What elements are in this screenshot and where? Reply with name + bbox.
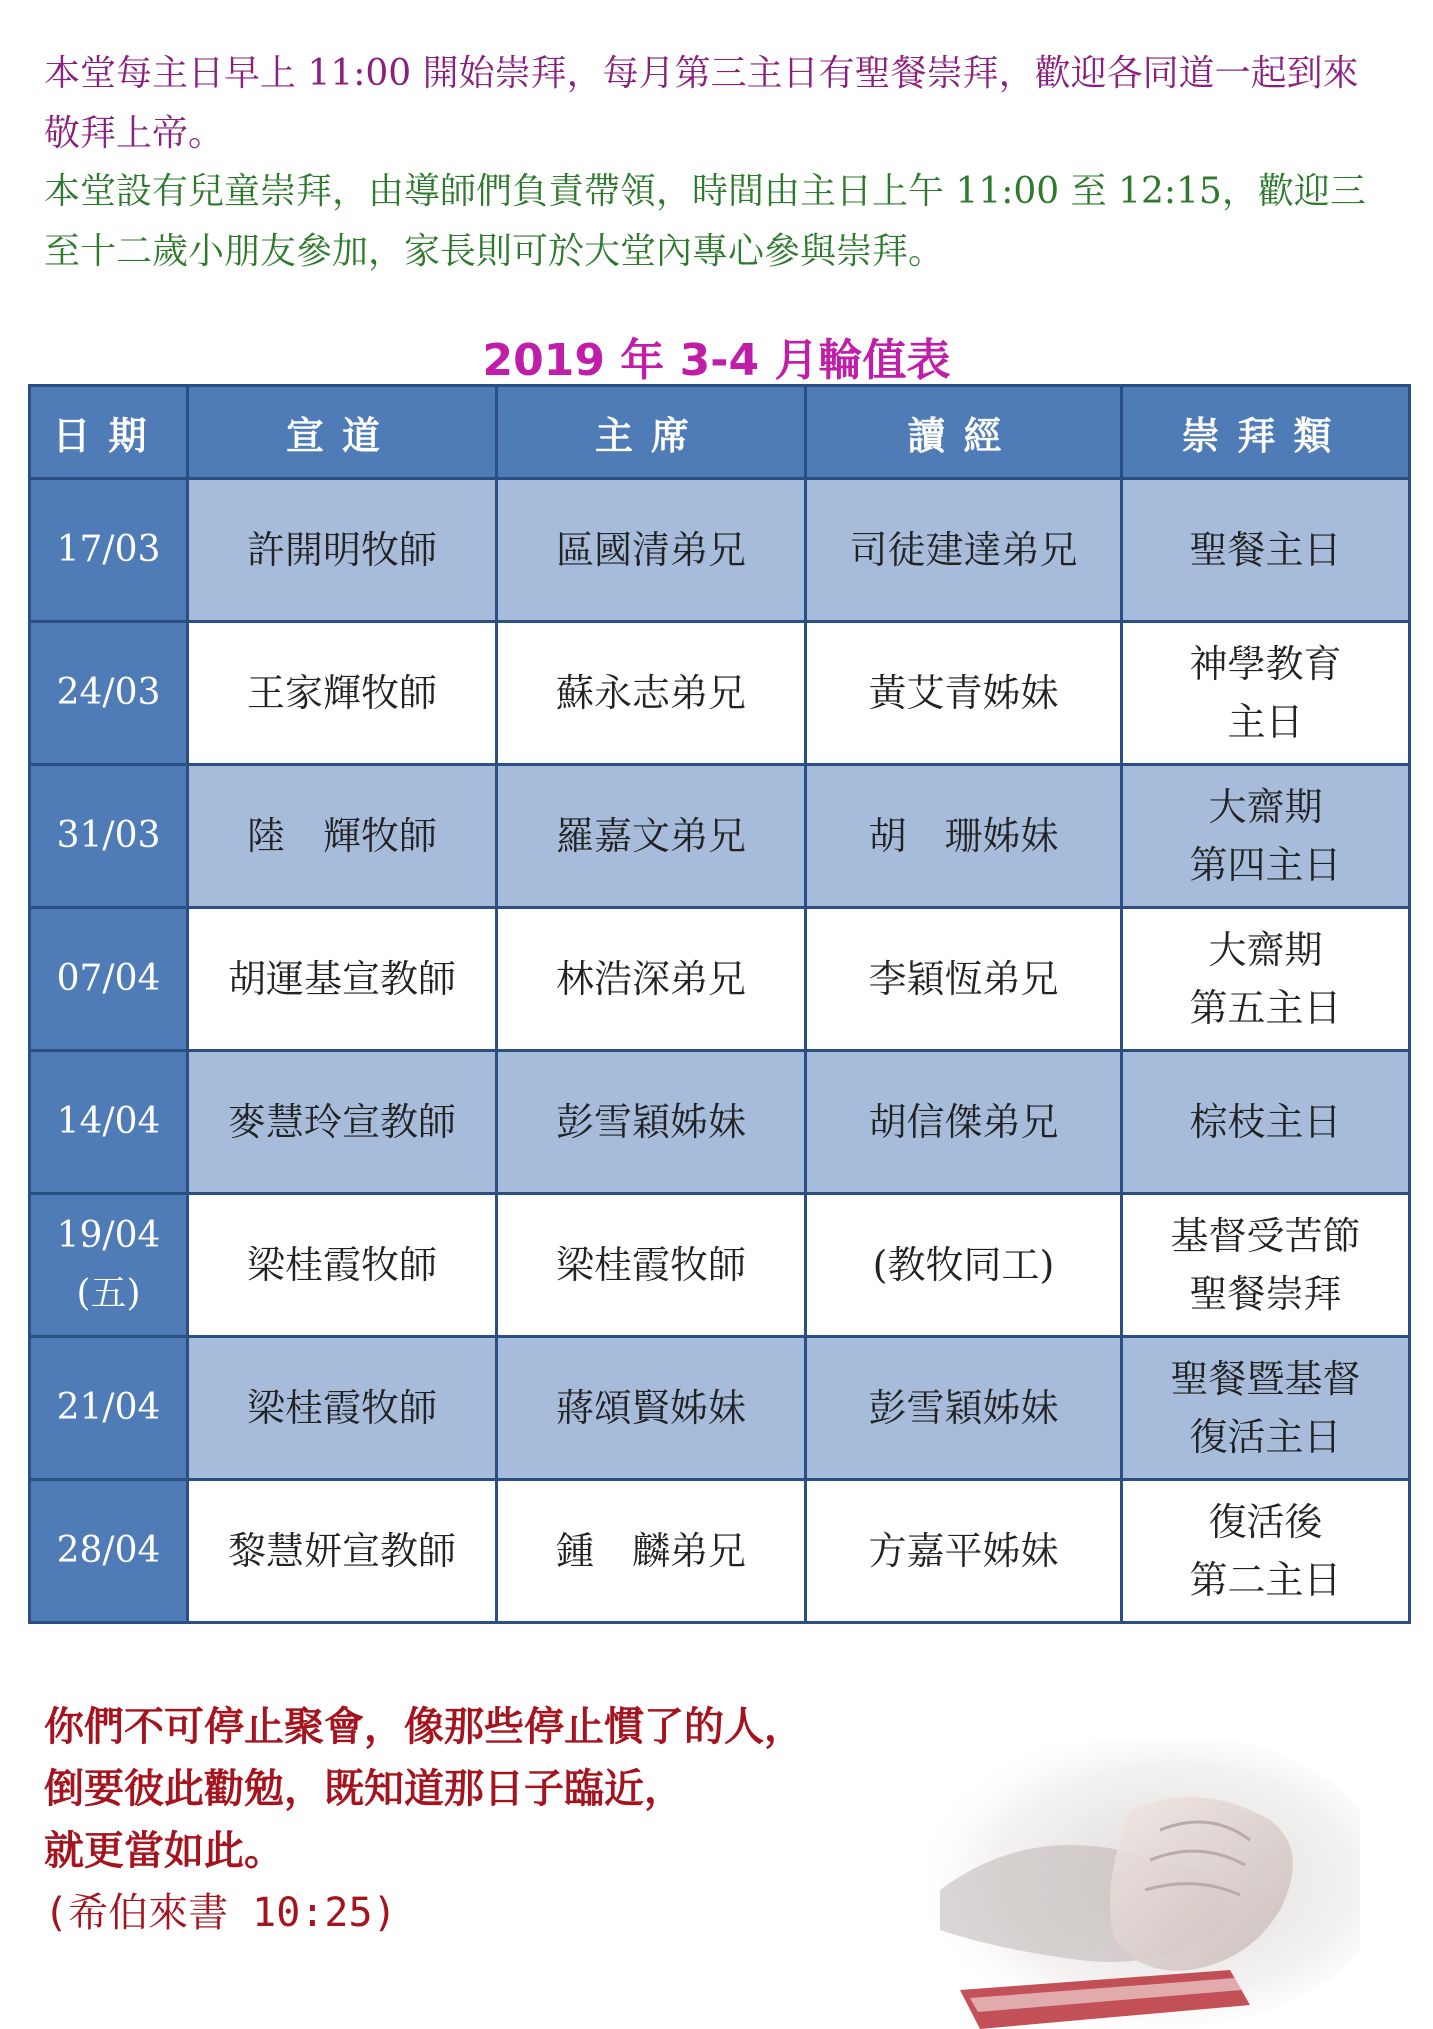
table-row <box>30 765 1410 908</box>
row-preacher: 麥慧玲宣教師 <box>188 1051 497 1194</box>
row-reader: 胡信傑弟兄 <box>806 1051 1122 1194</box>
row-preacher: 許開明牧師 <box>188 479 497 622</box>
row-chair: 鍾 麟弟兄 <box>497 1480 806 1623</box>
row-reader: (教牧同工) <box>806 1194 1122 1337</box>
row-reader: 黃艾青姊妹 <box>806 622 1122 765</box>
table-row <box>30 1194 1410 1337</box>
header-preacher: 宣道 <box>188 386 497 479</box>
table-row <box>30 908 1410 1051</box>
row-worship-type: 大齋期 第四主日 <box>1122 765 1410 908</box>
row-worship-type: 大齋期 第五主日 <box>1122 908 1410 1051</box>
row-date: 24/03 <box>30 622 188 765</box>
row-reader: 司徒建達弟兄 <box>806 479 1122 622</box>
row-preacher: 陸 輝牧師 <box>188 765 497 908</box>
row-worship-type: 聖餐主日 <box>1122 479 1410 622</box>
row-chair: 林浩深弟兄 <box>497 908 806 1051</box>
row-date: 28/04 <box>30 1480 188 1623</box>
row-reader: 方嘉平姊妹 <box>806 1480 1122 1623</box>
row-date: 21/04 <box>30 1337 188 1480</box>
row-chair: 羅嘉文弟兄 <box>497 765 806 908</box>
row-chair: 蘇永志弟兄 <box>497 622 806 765</box>
row-preacher: 王家輝牧師 <box>188 622 497 765</box>
duty-roster-table <box>28 384 1411 1624</box>
praying-hands-illustration <box>900 1740 1360 2029</box>
verse-line: 就更當如此。 <box>44 1828 284 1874</box>
row-worship-type: 神學教育 主日 <box>1122 622 1410 765</box>
row-preacher: 胡運基宣教師 <box>188 908 497 1051</box>
verse-line: 倒要彼此勸勉，既知道那日子臨近， <box>44 1766 684 1812</box>
roster-body <box>30 479 1410 1623</box>
row-date: 17/03 <box>30 479 188 622</box>
row-chair: 區國清弟兄 <box>497 479 806 622</box>
row-date: 19/04 (五) <box>30 1194 188 1337</box>
row-date: 14/04 <box>30 1051 188 1194</box>
table-header-row <box>30 386 1410 479</box>
worship-time-notice: 本堂每主日早上 11:00 開始崇拜，每月第三主日有聖餐崇拜，歡迎各同道一起到來敬拜上帝。 <box>44 53 1359 154</box>
scripture-verse <box>44 1696 1024 1944</box>
verse-reference: (希伯來書 10:25) <box>44 1890 397 1936</box>
verse-line: 你們不可停止聚會，像那些停止慣了的人， <box>44 1704 804 1750</box>
row-worship-type: 復活後 第二主日 <box>1122 1480 1410 1623</box>
row-date: 07/04 <box>30 908 188 1051</box>
row-chair: 彭雪穎姊妹 <box>497 1051 806 1194</box>
row-worship-type: 棕枝主日 <box>1122 1051 1410 1194</box>
row-reader: 胡 珊姊妹 <box>806 765 1122 908</box>
table-row <box>30 622 1410 765</box>
row-chair: 梁桂霞牧師 <box>497 1194 806 1337</box>
children-worship-notice: 本堂設有兒童崇拜，由導師們負責帶領，時間由主日上午 11:00 至 12:15，歡迎三至十二歲小朋友參加，家長則可於大堂內專心參與崇拜。 <box>44 171 1366 272</box>
header-worship-type: 崇拜類 <box>1122 386 1410 479</box>
header-reader: 讀經 <box>806 386 1122 479</box>
row-preacher: 梁桂霞牧師 <box>188 1337 497 1480</box>
row-worship-type: 基督受苦節 聖餐崇拜 <box>1122 1194 1410 1337</box>
row-reader: 彭雪穎姊妹 <box>806 1337 1122 1480</box>
table-row <box>30 1051 1410 1194</box>
roster-title: 2019 年 3-4 月輪值表 <box>482 335 951 386</box>
row-reader: 李穎恆弟兄 <box>806 908 1122 1051</box>
header-chair: 主席 <box>497 386 806 479</box>
table-row <box>30 1337 1410 1480</box>
table-row <box>30 479 1410 622</box>
table-row <box>30 1480 1410 1623</box>
header-date: 日期 <box>30 386 188 479</box>
row-preacher: 梁桂霞牧師 <box>188 1194 497 1337</box>
row-date: 31/03 <box>30 765 188 908</box>
row-chair: 蔣頌賢姊妹 <box>497 1337 806 1480</box>
row-worship-type: 聖餐暨基督 復活主日 <box>1122 1337 1410 1480</box>
row-preacher: 黎慧妍宣教師 <box>188 1480 497 1623</box>
